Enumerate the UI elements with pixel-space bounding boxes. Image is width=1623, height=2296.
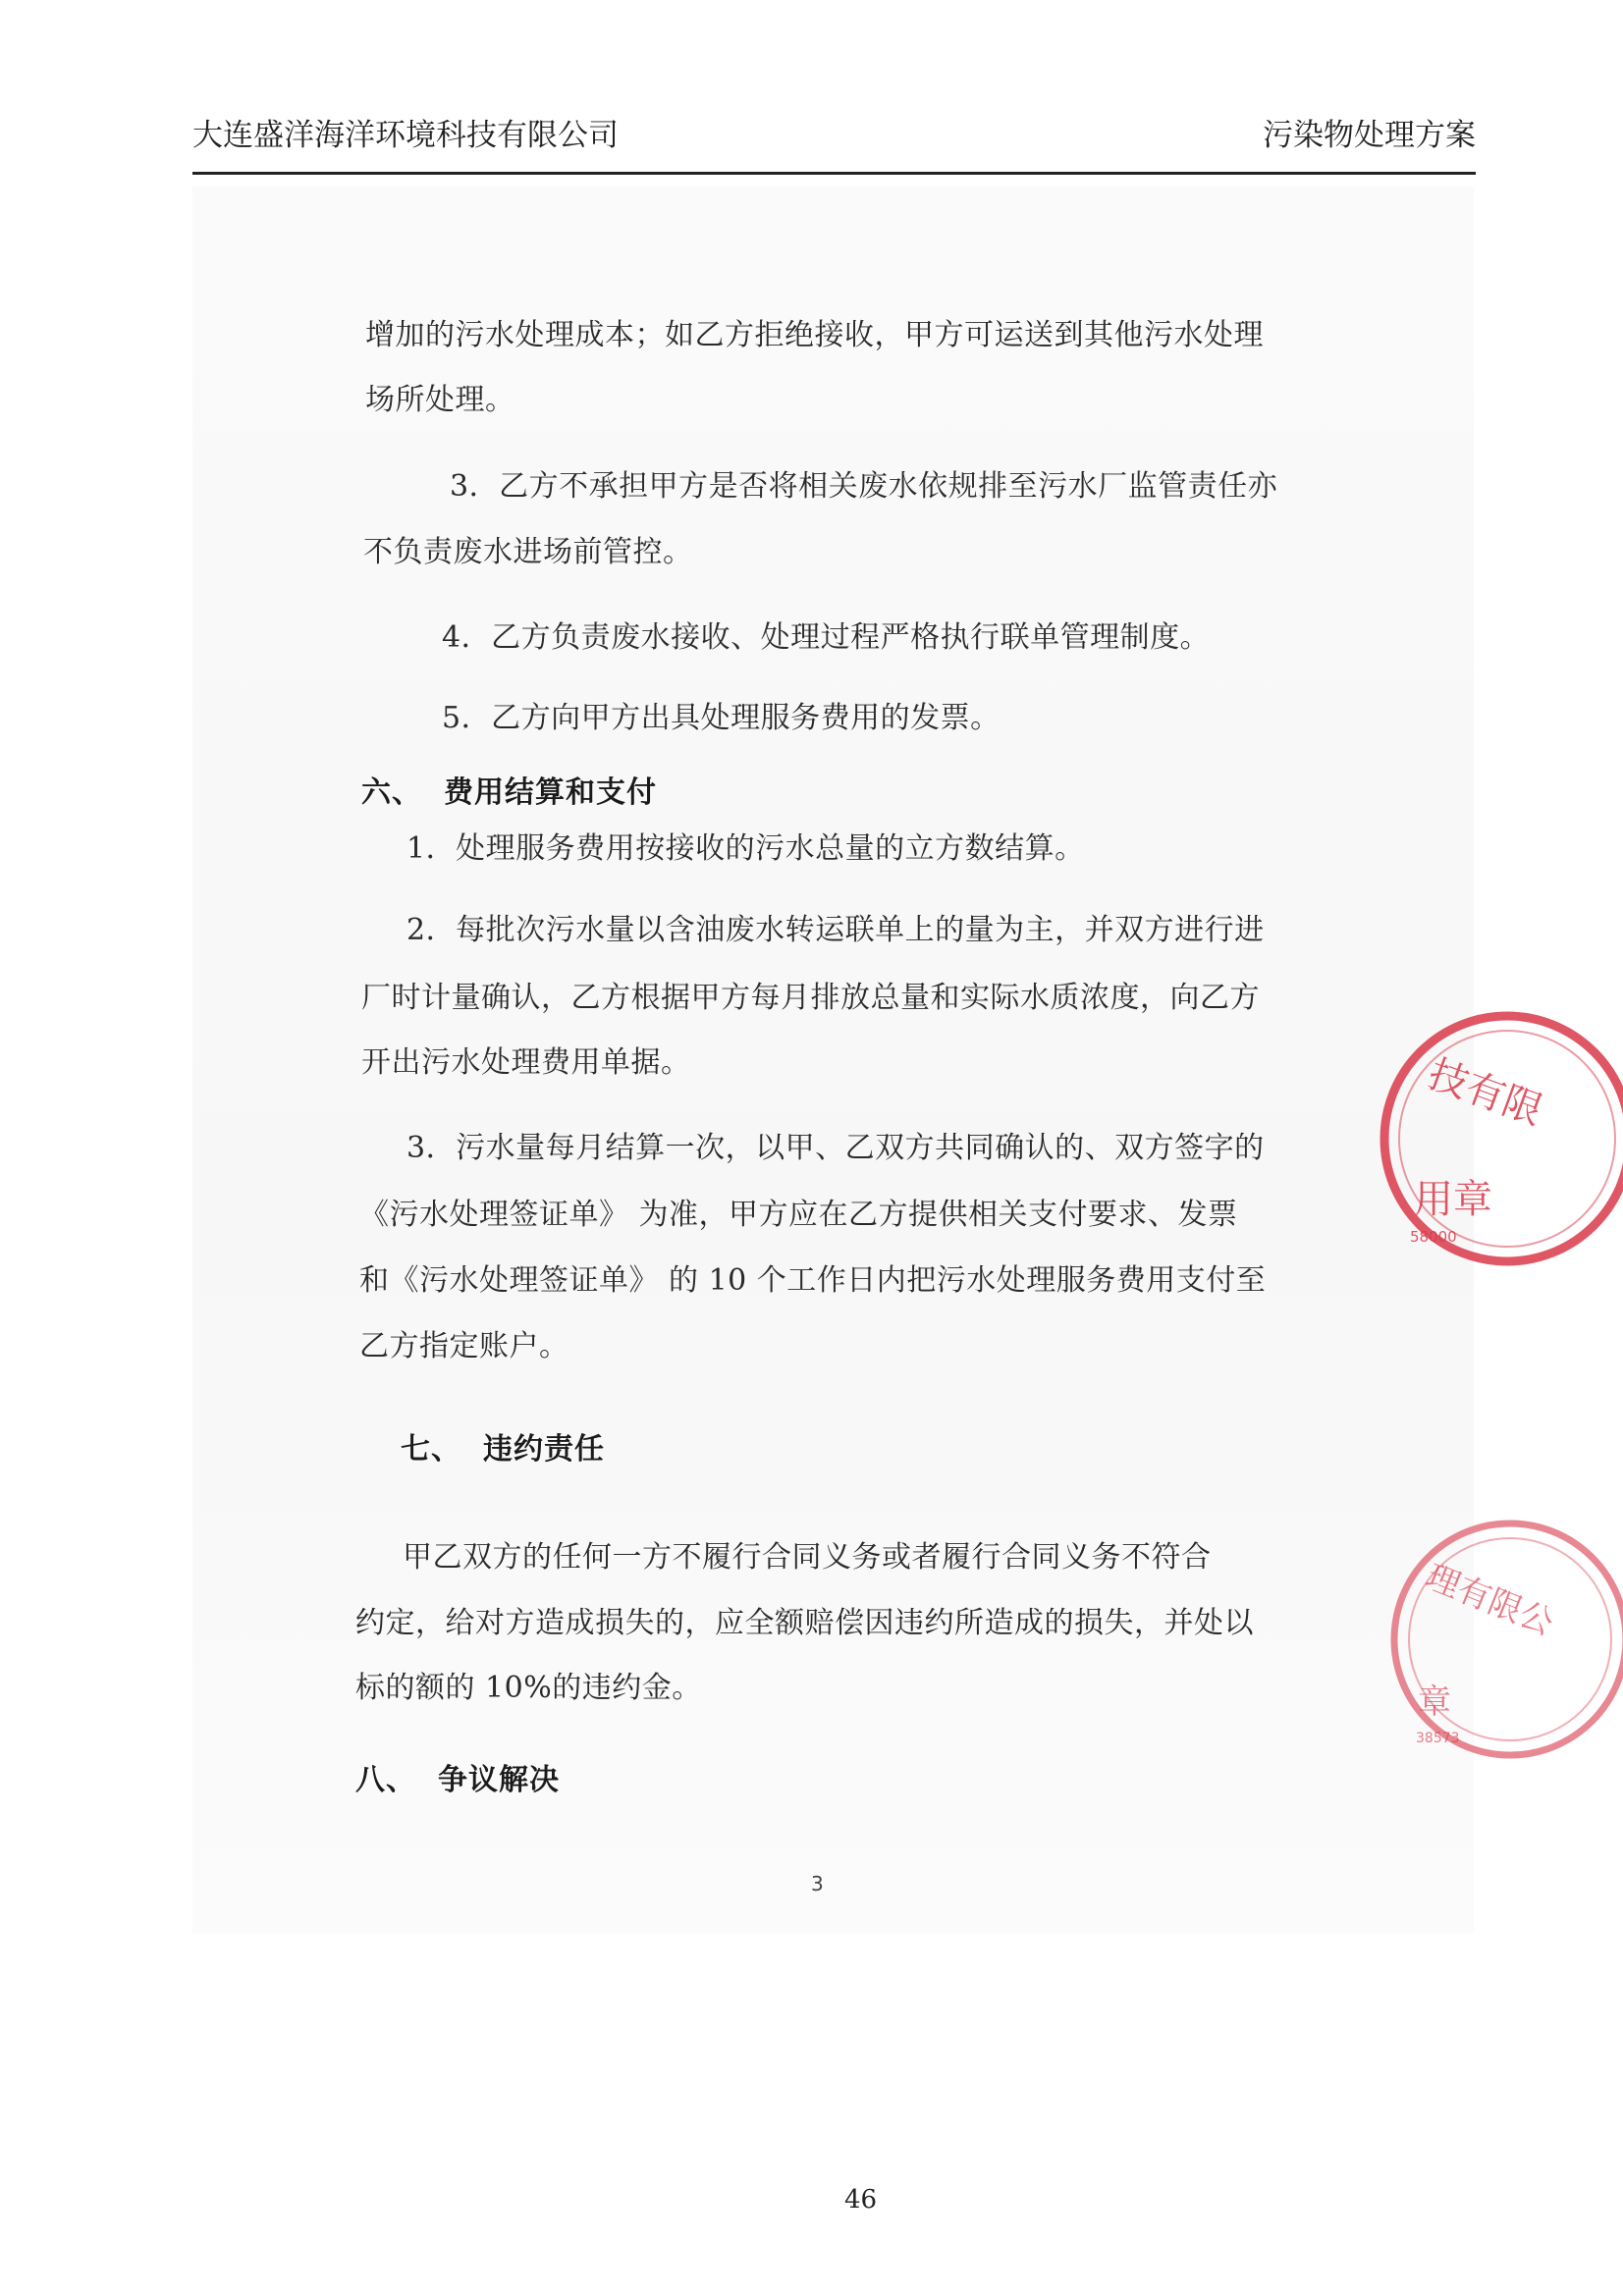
section-number: 八、 bbox=[355, 1763, 416, 1797]
body-line: 不负责废水进场前管控。 bbox=[363, 535, 693, 569]
body-line: 乙方指定账户。 bbox=[359, 1329, 569, 1363]
seal-text: 用章 bbox=[1414, 1177, 1492, 1222]
seal-text: 理有限公 bbox=[1420, 1557, 1559, 1644]
section-title: 违约责任 bbox=[483, 1432, 605, 1467]
seal-code: 58000 bbox=[1410, 1228, 1457, 1246]
body-line: 1．处理服务费用按接收的污水总量的立方数结算。 bbox=[406, 831, 1085, 866]
header-doc-title: 污染物处理方案 bbox=[1263, 118, 1476, 153]
body-line: 4．乙方负责废水接收、处理过程严格执行联单管理制度。 bbox=[442, 620, 1211, 655]
header-divider bbox=[192, 172, 1476, 175]
body-line: 标的额的 10%的违约金。 bbox=[355, 1671, 702, 1705]
company-seal-top bbox=[1375, 991, 1549, 1286]
body-line: 增加的污水处理成本；如乙方拒绝接收，甲方可运送到其他污水处理 bbox=[365, 318, 1264, 352]
section-heading-six bbox=[361, 774, 657, 813]
header-company: 大连盛洋海洋环境科技有限公司 bbox=[192, 118, 619, 153]
seal-text: 章 bbox=[1418, 1682, 1451, 1722]
section-title: 争议解决 bbox=[438, 1763, 560, 1797]
page-number: 46 bbox=[844, 2185, 878, 2215]
seal-text: 技有限 bbox=[1422, 1051, 1549, 1135]
inner-page-number: 3 bbox=[811, 1872, 824, 1896]
body-line: 《污水处理签证单》 为准，甲方应在乙方提供相关支付要求、发票 bbox=[359, 1198, 1238, 1232]
section-heading-eight bbox=[355, 1761, 560, 1800]
company-seal-bottom bbox=[1384, 1507, 1559, 1772]
body-line: 厂时计量确认，乙方根据甲方每月排放总量和实际水质浓度，向乙方 bbox=[361, 981, 1260, 1015]
section-heading-seven bbox=[401, 1430, 605, 1469]
seal-code: 38573 bbox=[1416, 1731, 1460, 1746]
body-line: 场所处理。 bbox=[365, 383, 515, 417]
body-line: 和《污水处理签证单》 的 10 个工作日内把污水处理服务费用支付至 bbox=[359, 1263, 1267, 1298]
body-line: 开出污水处理费用单据。 bbox=[361, 1045, 691, 1080]
body-line: 5．乙方向甲方出具处理服务费用的发票。 bbox=[442, 701, 1001, 735]
section-number: 六、 bbox=[361, 775, 422, 810]
section-title: 费用结算和支付 bbox=[444, 775, 657, 810]
body-line: 3．污水量每月结算一次，以甲、乙双方共同确认的、双方签字的 bbox=[406, 1131, 1265, 1165]
body-line: 3．乙方不承担甲方是否将相关废水依规排至污水厂监管责任亦 bbox=[450, 469, 1278, 504]
body-line: 约定，给对方造成损失的，应全额赔偿因违约所造成的损失，并处以 bbox=[355, 1606, 1254, 1640]
body-line: 2．每批次污水量以含油废水转运联单上的量为主，并双方进行进 bbox=[406, 913, 1265, 947]
section-number: 七、 bbox=[401, 1432, 461, 1467]
body-line: 甲乙双方的任何一方不履行合同义务或者履行合同义务不符合 bbox=[403, 1540, 1212, 1575]
